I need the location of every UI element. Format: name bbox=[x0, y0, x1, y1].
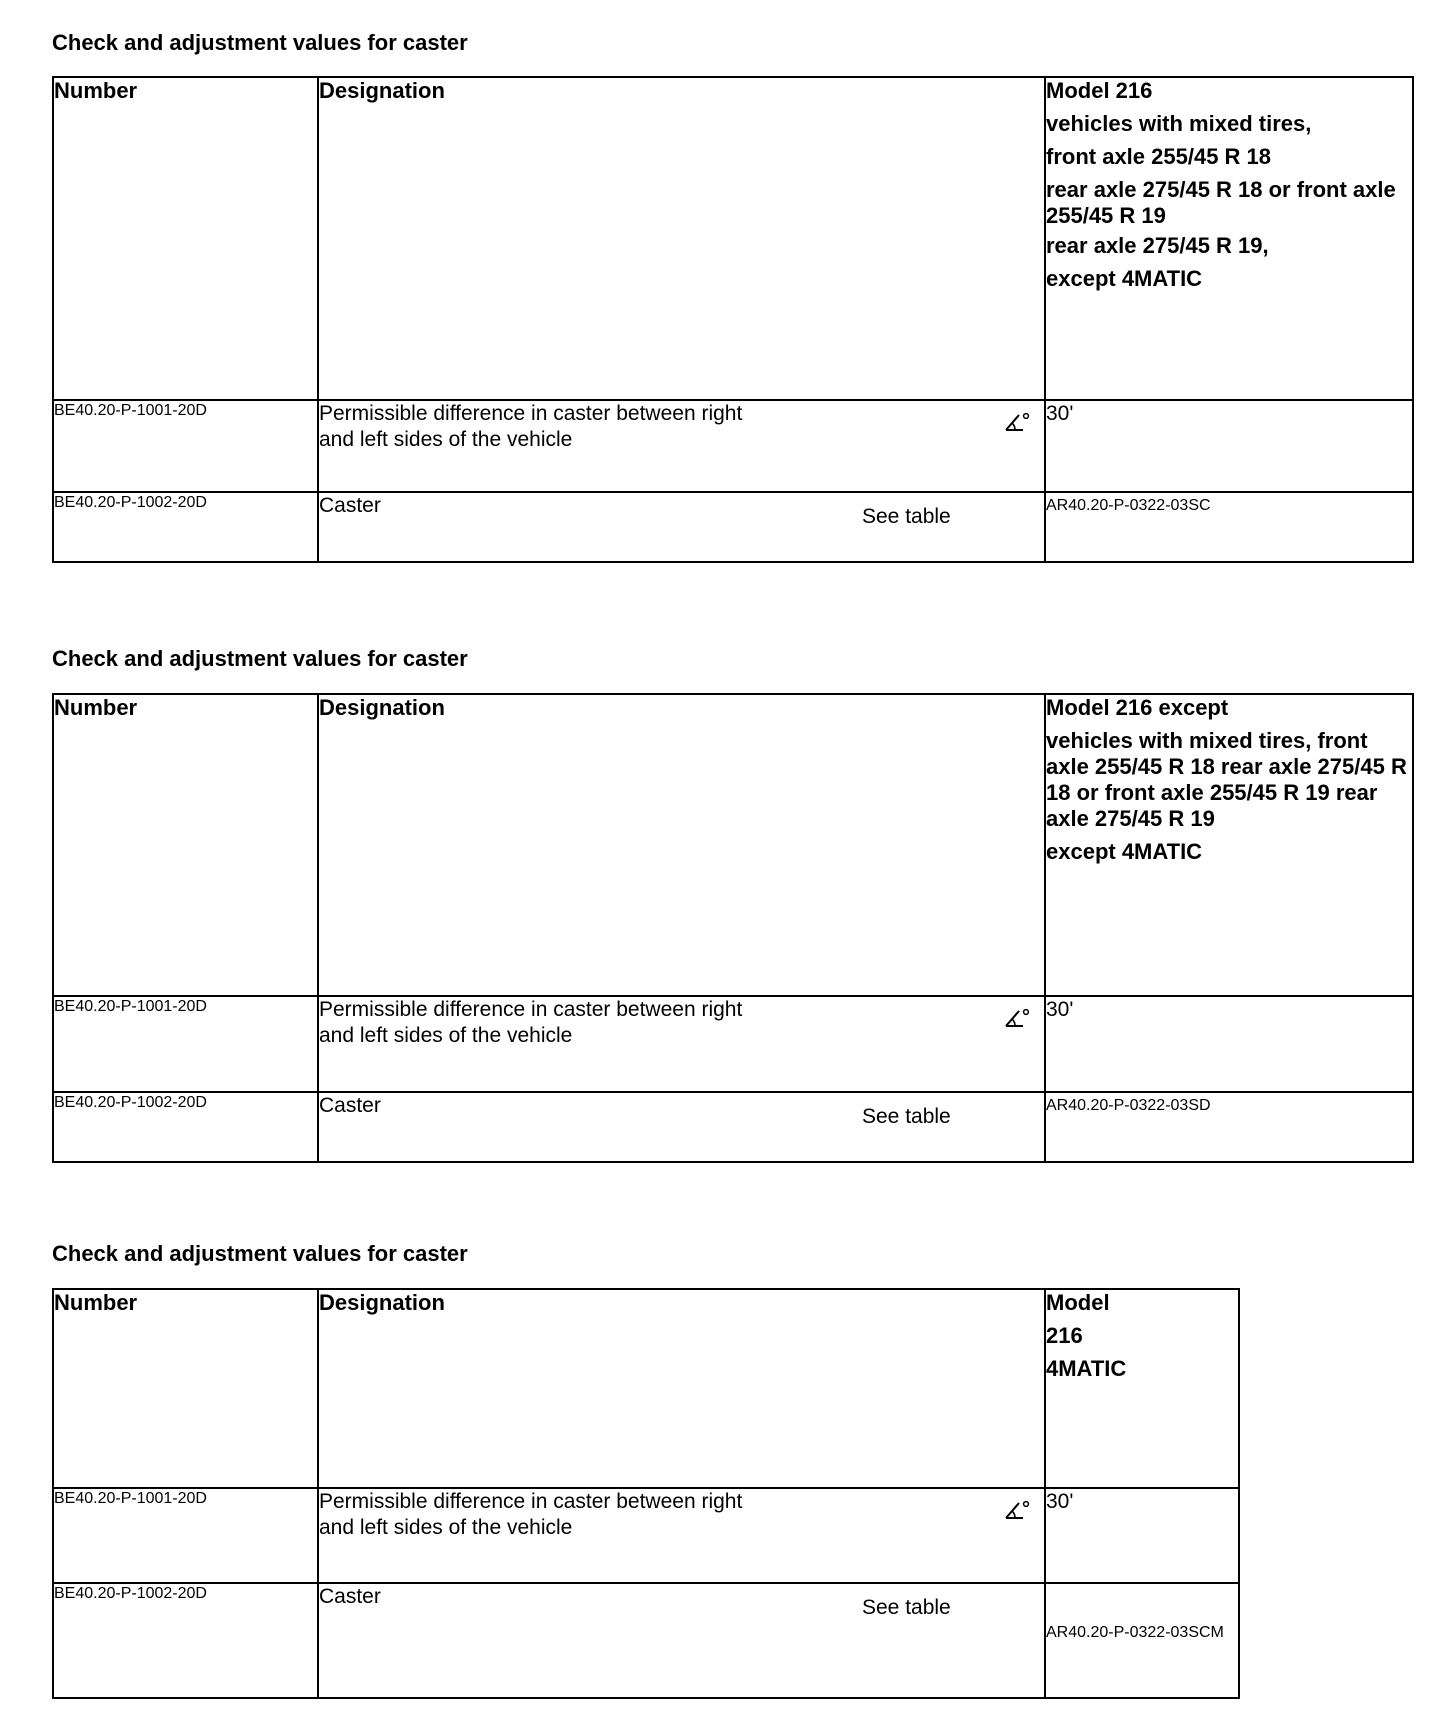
reference-link[interactable]: AR40.20-P-0322-03SD bbox=[1045, 1092, 1413, 1162]
designation-cell bbox=[318, 400, 1045, 492]
section-title: Check and adjustment values for caster bbox=[52, 646, 468, 671]
designation-text: Caster bbox=[319, 1094, 381, 1117]
table-row bbox=[53, 492, 1413, 562]
number-header: Number bbox=[53, 1289, 318, 1488]
model-header bbox=[1045, 694, 1413, 996]
reference-link[interactable]: AR40.20-P-0322-03SC bbox=[1045, 492, 1413, 562]
number-cell: BE40.20-P-1001-20D bbox=[53, 1488, 318, 1583]
designation-text: Permissible difference in caster between right and left sides of the vehicle bbox=[319, 1490, 743, 1539]
model-line: front axle 255/45 R 18 bbox=[1046, 144, 1272, 169]
designation-header: Designation bbox=[318, 1289, 1045, 1488]
model-line: vehicles with mixed tires, front axle 255/45 R 18 rear axle 275/45 R 18 or front axle 255/45 R 19 rear axle 275/45 R 19 bbox=[1046, 728, 1407, 831]
model-line: Model bbox=[1046, 1290, 1110, 1315]
table-row bbox=[53, 1583, 1239, 1698]
model-line: except 4MATIC bbox=[1046, 266, 1203, 291]
table-header-row bbox=[53, 1289, 1239, 1488]
number-cell: BE40.20-P-1001-20D bbox=[53, 400, 318, 492]
angle-degree-icon bbox=[1002, 1007, 1030, 1036]
model-line: vehicles with mixed tires, bbox=[1046, 111, 1312, 136]
caster-values-table bbox=[52, 693, 1414, 1163]
table-row bbox=[53, 1488, 1239, 1583]
model-header bbox=[1045, 1289, 1239, 1488]
table-row bbox=[53, 996, 1413, 1092]
section-title: Check and adjustment values for caster bbox=[52, 30, 468, 55]
model-line: except 4MATIC bbox=[1046, 839, 1203, 864]
table-header-row bbox=[53, 694, 1413, 996]
designation-text: Caster bbox=[319, 1585, 381, 1608]
designation-cell bbox=[318, 492, 1045, 562]
number-cell: BE40.20-P-1002-20D bbox=[53, 492, 318, 562]
designation-text: Caster bbox=[319, 494, 381, 517]
model-line: rear axle 275/45 R 18 or front axle 255/45 R 19 bbox=[1046, 177, 1396, 228]
number-cell: BE40.20-P-1002-20D bbox=[53, 1092, 318, 1162]
designation-header: Designation bbox=[318, 77, 1045, 400]
value-cell: 30' bbox=[1045, 1488, 1239, 1583]
angle-degree-icon bbox=[1002, 411, 1030, 440]
model-line: Model 216 bbox=[1046, 78, 1153, 103]
table-row bbox=[53, 1092, 1413, 1162]
see-table-note: See table bbox=[862, 1596, 951, 1619]
designation-cell bbox=[318, 1488, 1045, 1583]
designation-header: Designation bbox=[318, 694, 1045, 996]
number-header: Number bbox=[53, 77, 318, 400]
section-title: Check and adjustment values for caster bbox=[52, 1241, 468, 1266]
designation-cell bbox=[318, 1092, 1045, 1162]
designation-text: Permissible difference in caster between right and left sides of the vehicle bbox=[319, 998, 743, 1047]
model-line: Model 216 except bbox=[1046, 695, 1229, 720]
designation-cell bbox=[318, 1583, 1045, 1698]
table-row bbox=[53, 400, 1413, 492]
caster-values-table bbox=[52, 1288, 1240, 1699]
number-cell: BE40.20-P-1001-20D bbox=[53, 996, 318, 1092]
value-cell: 30' bbox=[1045, 996, 1413, 1092]
designation-cell bbox=[318, 996, 1045, 1092]
model-line: 4MATIC bbox=[1046, 1356, 1127, 1381]
caster-values-table bbox=[52, 76, 1414, 563]
angle-degree-icon bbox=[1002, 1499, 1030, 1528]
table-header-row bbox=[53, 77, 1413, 400]
value-cell: 30' bbox=[1045, 400, 1413, 492]
number-cell: BE40.20-P-1002-20D bbox=[53, 1583, 318, 1698]
designation-text: Permissible difference in caster between right and left sides of the vehicle bbox=[319, 402, 743, 451]
see-table-note: See table bbox=[862, 1105, 951, 1128]
see-table-note: See table bbox=[862, 505, 951, 528]
model-line: 216 bbox=[1046, 1323, 1083, 1348]
number-header: Number bbox=[53, 694, 318, 996]
model-line: rear axle 275/45 R 19, bbox=[1046, 233, 1269, 258]
model-header bbox=[1045, 77, 1413, 400]
reference-link[interactable]: AR40.20-P-0322-03SCM bbox=[1045, 1583, 1239, 1698]
